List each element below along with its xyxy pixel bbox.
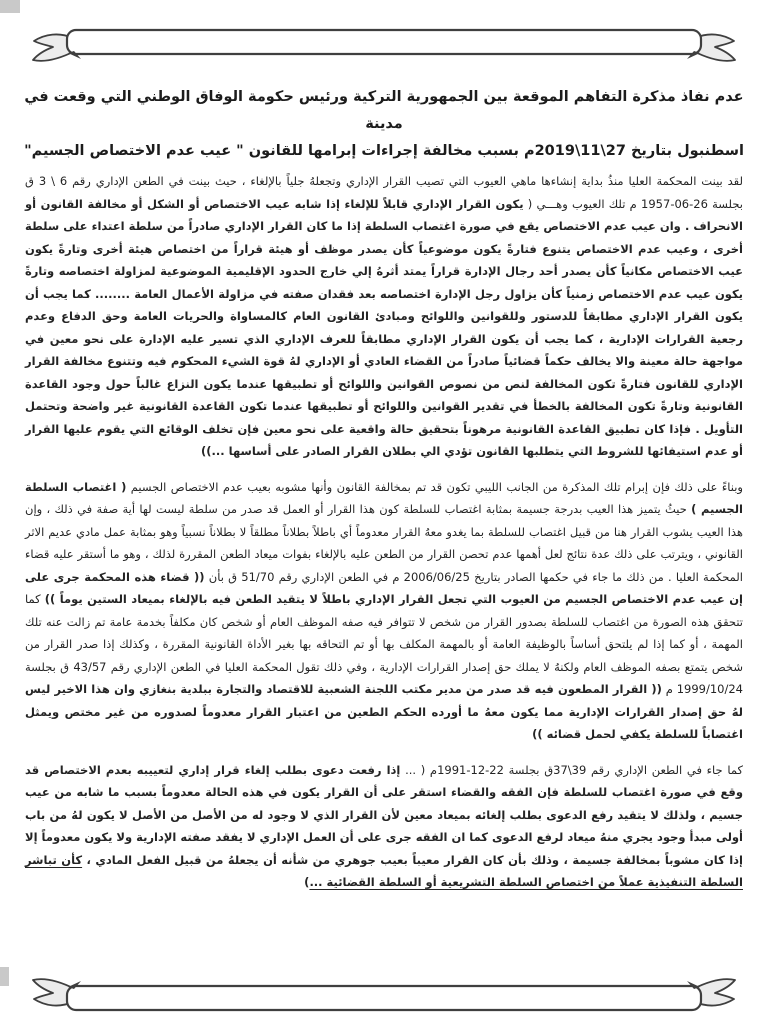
title-line-1: عدم نفاذ مذكرة التفاهم الموقعة بين الجمهورية التركية ورئيس حكومة الوفاق الوطني التي وقعت في مدينة	[24, 89, 744, 132]
text-segment: ( اغتصاب السلطة الجسيم )	[25, 479, 743, 516]
title-line-2: اسطنبول بتاريخ 27\11\2019م بسبب مخالفة إجراءات إبرامها للقانون " عيب عدم الاختصاص الجسيم"	[24, 143, 744, 159]
document-body	[25, 170, 743, 894]
text-segment: )	[304, 875, 310, 889]
top-ribbon-banner	[29, 22, 739, 78]
text-segment: لقد بينت المحكمة العليا منذُ بداية إنشاءها ماهي العيوب التي تصيب القرار الإداري وتجعلهُ جلياً بالإلغاء ، حيث بينت في الطعن الإداري رقم 6 \ 3 ق بجلسة 26-06-1957 م تلك العيوب وهـــي (	[25, 174, 744, 211]
ribbon-scroll-icon	[29, 962, 739, 1018]
scan-artifact-bottom-left	[0, 967, 9, 986]
text-segment: (( القرار المطعون فيه قد صدر من مدير مكتب اللجنة الشعبية للاقتصاد والتجارة ببلدية بنغازي وان هذا الاخير ليس لهُ حق إصدار القرارات الإدارية مما يكون معهُ ما أورده الحكم الطعين من اعتبار القرار معدوماً لصدوره من غير مختص ويمثل اغتصاباً للسلطة يكفي لحمل قضائه ))	[25, 682, 743, 741]
paragraph	[25, 759, 743, 894]
text-segment: يكون القرار الإداري قابلاً للإلغاء إذا شابه عيب الاختصاص أو الشكل أو مخالفة القانون أو الانحراف . وان عيب عدم الاختصاص يقع في صورة اغتصاب السلطة إذا ما كان القرار الإداري صادراً من سلطة اعتداء على سلطة أخرى ، وعيب عدم الاختصاص يتنوع فتارةً يكون موضوعياً كأن يصدر موظف أو هيئة قراراً من اختصاص هيئة أخرى وتارةً يكون عيب الاختصاص مكانياً كأن يصدر أحد رجال الإدارة قراراً يمتد أثرهُ إلي خارج الحدود الإقليمية الموضوعية لمزاولة اختصاصه وتارةً يكون عيب عدم الاختصاص زمنياً كأن يزاول رجل الإدارة اختصاصه بعد فقدان صفته في مزاولة الأعمال العامة ........ كما يجب أن يكون القرار الإداري مطابقاً للدستور وللقوانين واللوائح ومبادئ القانون العام كالمساواة والحريات العامة وحق الدفاع وعدم رجعية القرارات الإدارية ، كما يجب أن يكون القرار الإداري مطابقاً للعرف الإداري الذي تسير عليه الإدارة على نحو معين في مواجهة حالة معينة والا يخالف حكماً قضائياً صادراً من القضاء العادي أو الإداري لهُ قوة الشيء المحكوم فيه وتتنوع مخالفة القرار الإداري للقانون فتارةً تكون المخالفة لنص من نصوص القوانين واللوائح أو تطبيقها عندما يكون النزاع غالباً حول وجود القاعدة القانونية وتارةً تكون المخالفة بالخطأ في تقدير القوانين واللوائح أو تطبيقها عندما تكون القاعدة القانونية غير واضحة وتحتمل التأويل . فإذا كان تطبيق القاعدة القانونية مرهوناً بتحقيق حالة واقعية على نحو معين فإن تخلف الوقائع التي يقوم عليها القرار أو عدم استيفائها للشروط التي يتطلبها القانون تؤدي الي بطلان القرار الصادر على أساسها ...))	[25, 196, 743, 458]
text-segment: كأن تباشر السلطة التنفيذية عملاً من اختصاص السلطة التشريعية أو السلطة القضائية ...	[25, 852, 743, 889]
ribbon-scroll-icon	[29, 22, 739, 78]
paragraph	[25, 476, 743, 746]
text-segment: حيثُ يتميز هذا العيب بدرجة جسيمة بمثابة اغتصاب للسلطة كون هذا القرار أو العمل قد صدر من سلطة ليست لها أية صفة في ذلك ، وإن هذا العيب يشوب القرار هنا من قبيل اغتصاب للسلطة بما يغدو معهُ القرار معدوماً أي باطلاً بطلاناً مطلقاً لا بطلاناً نسبياً وهو بمثابة عمل مادي عديم الاثر القانوني ، ويترتب على ذلك عدة نتائج لعل أهمها عدم تحصن القرار من الطعن عليه بالإلغاء بفوات ميعاد الطعن المقررة لذلك ، وهو ما أستقر عليه قضاء المحكمة العليا . من ذلك ما جاء في حكمها الصادر بتاريخ 2006/06/25 م في الطعن الإداري رقم 51/70 ق بأن	[25, 502, 743, 584]
text-segment: (( قضاء هذه المحكمة جرى على إن عيب عدم الاختصاص الجسيم من العيوب التي تجعل القرار الإداري باطلاً لا يتقيد الطعن فيه بالإلغاء بميعاد الستين يوماً ))	[25, 569, 743, 606]
scan-artifact-top-left	[0, 0, 20, 13]
text-segment: كما جاء في الطعن الإداري رقم 39\37ق بجلسة 22-12-1991م ( ...	[400, 762, 743, 777]
document-title	[22, 84, 746, 165]
text-segment: وبناءً على ذلك فإن إبرام تلك المذكرة من الجانب الليبي تكون قد تم بمخالفة القانون وأنها مشوبه بعيب عدم الاختصاص الجسيم	[126, 479, 743, 494]
paragraph	[25, 170, 743, 463]
text-segment: إذا رفعت دعوى بطلب إلغاء قرار إداري لتعييبه بعدم الاختصاص قد وقع في صورة اغتصاب للسلطة فإن الفقه والقضاء استقر على أن القرار يكون في هذه الحالة معدوماً بسبب ما شابه من عيب جسيم ، ولذلك لا يتقيد رفع الدعوى بطلب إلغائه بميعاد معين لأن القرار الذي لا وجود له من الأصل من الأصل لا يكون لهُ من باب أولى مبدأ وجود يجري منهُ ميعاد لرفع الدعوى كما ان الفقه جرى على أن العمل الإداري لا يفقد صفته الإدارية ولا يكون معدوماً إلا إذا كان مشوباً بمخالفة جسيمة ، وذلك بأن كان القرار معيباً بعيب جوهري من شأنه أن يجعلهُ من قبيل الفعل المادي ،	[25, 762, 744, 867]
bottom-ribbon-banner	[29, 962, 739, 1018]
text-segment: كما تتحقق هذه الصورة من اغتصاب للسلطة بصدور القرار من شخص لا تتوافر فيه صفه الموظف العام أو شخص كان مكلفاً بخدمة عامة تم زالت عنه تلك المهمة ، أو كما إذا لم يلتحق أساساً بالوظيفة العامة أو بالمهمة المكلف بها أو تم التحاقه بها بغير الأداة القانونية المقررة ، وكذلك إذا صدر القرار من شخص يتمتع بصفه الموظف العام ولكنهُ لا يملك حق إصدار القرارات الإدارية ، وفي ذلك تقول المحكمة العليا في الطعن الإداري رقم 43/57 ق بجلسة 1999/10/24 م	[25, 592, 743, 696]
